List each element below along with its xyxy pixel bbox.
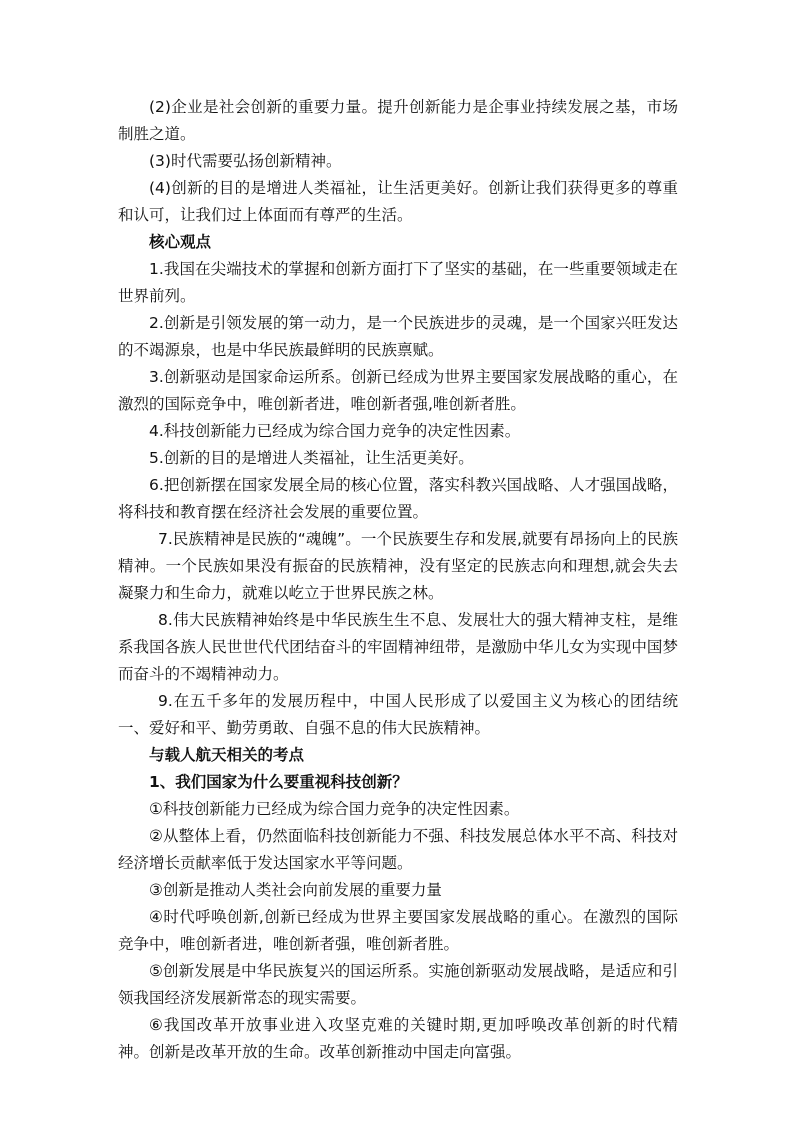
answer-5: ⑤创新发展是中华民族复兴的国运所系。实施创新驱动发展战略，是适应和引领我国经济发展新常态的现实需要。 <box>118 962 678 1007</box>
answer-6: ⑥我国改革开放事业进入攻坚克难的关键时期,更加呼唤改革创新的时代精神。创新是改革开放的生命。改革创新推动中国走向富强。 <box>118 1016 678 1061</box>
answer-4: ④时代呼唤创新,创新已经成为世界主要国家发展战略的重心。在激烈的国际竞争中，唯创新者进，唯创新者强，唯创新者胜。 <box>118 908 678 953</box>
answer-3: ③创新是推动人类社会向前发展的重要力量 <box>149 881 442 899</box>
aerospace-heading: 与载人航天相关的考点 <box>149 746 305 764</box>
core-views-heading: 核心观点 <box>149 233 212 251</box>
core-point-1: 1.我国在尖端技术的掌握和创新方面打下了坚实的基础，在一些重要领域走在世界前列。 <box>118 260 678 305</box>
core-point-4: 4.科技创新能力已经成为综合国力竞争的决定性因素。 <box>149 422 521 440</box>
core-point-7: 7.民族精神是民族的“魂魄”。一个民族要生存和发展,就要有昂扬向上的民族精神。一个民族如果没有振奋的民族精神，没有坚定的民族志向和理想,就会失去凝聚力和生命力，就难以屹立于世界民族之林。 <box>118 530 678 602</box>
core-point-6: 6.把创新摆在国家发展全局的核心位置，落实科教兴国战略、人才强国战略，将科技和教育摆在经济社会发展的重要位置。 <box>118 476 678 521</box>
core-point-2: 2.创新是引领发展的第一动力，是一个民族进步的灵魂，是一个国家兴旺发达的不竭源泉，也是中华民族最鲜明的民族禀赋。 <box>118 314 678 359</box>
aerospace-question: 1、我们国家为什么要重视科技创新？ <box>149 773 408 791</box>
core-point-9: 9.在五千多年的发展历程中，中国人民形成了以爱国主义为核心的团结统一、爱好和平、勤劳勇敢、自强不息的伟大民族精神。 <box>118 692 678 737</box>
core-point-8: 8.伟大民族精神始终是中华民族生生不息、发展壮大的强大精神支柱，是维系我国各族人民世世代代团结奋斗的牢固精神纽带，是激励中华儿女为实现中国梦而奋斗的不竭精神动力。 <box>118 611 678 683</box>
answer-1: ①科技创新能力已经成为综合国力竞争的决定性因素。 <box>149 800 520 818</box>
intro-point-2: (2)企业是社会创新的重要力量。提升创新能力是企事业持续发展之基，市场制胜之道。 <box>118 98 678 143</box>
intro-point-4: (4)创新的目的是增进人类福祉，让生活更美好。创新让我们获得更多的尊重和认可，让我们过上体面而有尊严的生活。 <box>118 179 678 224</box>
document-page <box>118 94 678 1066</box>
core-point-3: 3.创新驱动是国家命运所系。创新已经成为世界主要国家发展战略的重心，在激烈的国际竞争中，唯创新者进，唯创新者强,唯创新者胜。 <box>118 368 678 413</box>
answer-2: ②从整体上看，仍然面临科技创新能力不强、科技发展总体水平不高、科技对经济增长贡献率低于发达国家水平等问题。 <box>118 827 678 872</box>
core-point-5: 5.创新的目的是增进人类福祉，让生活更美好。 <box>149 449 474 467</box>
intro-point-3: (3)时代需要弘扬创新精神。 <box>149 152 342 170</box>
